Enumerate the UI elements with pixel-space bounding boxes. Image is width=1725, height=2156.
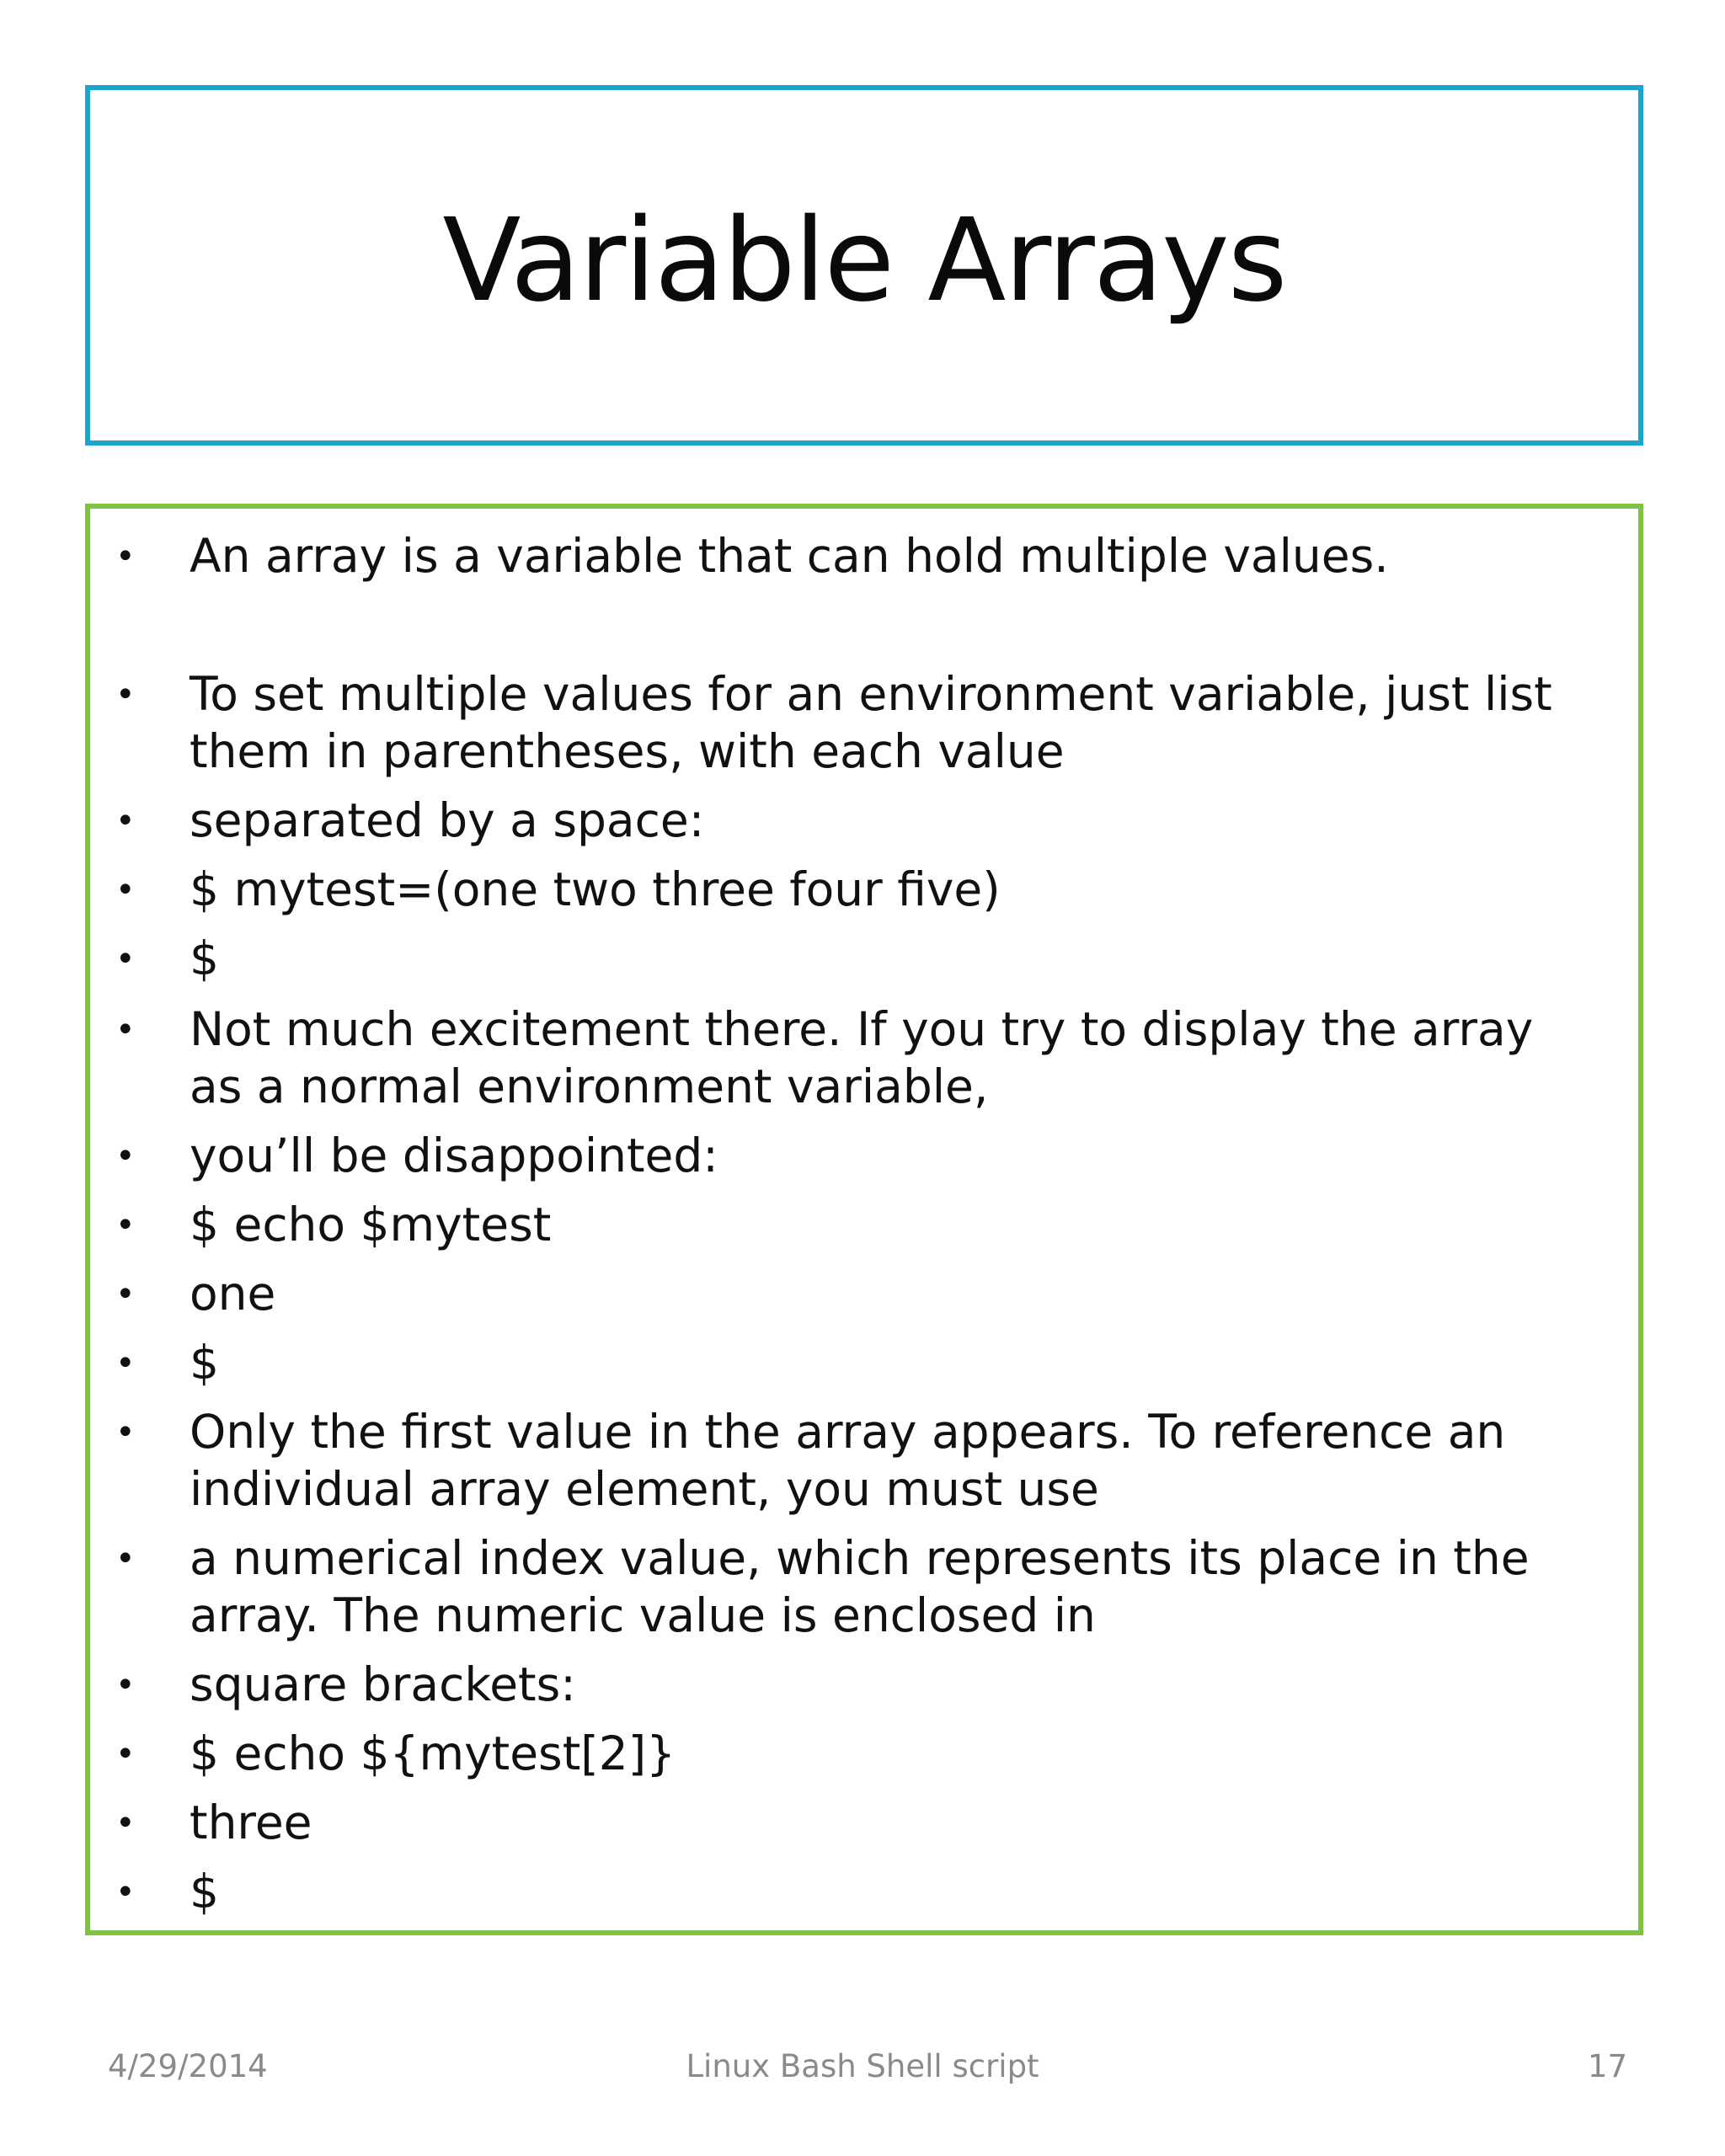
bullet-text: $ mytest=(one two three four five) (190, 862, 1001, 916)
bullet-icon: • (115, 1804, 136, 1843)
bullet-text: one (190, 1267, 276, 1321)
footer-date: 4/29/2014 (108, 2048, 268, 2084)
bullet-text: you’ll be disappointed: (190, 1129, 718, 1182)
bullet-text: Only the first value in the array appears. To reference an individual array element, you must use (190, 1405, 1506, 1516)
bullet-icon: • (115, 675, 136, 714)
bullet-text: square brackets: (190, 1657, 576, 1711)
bullet-icon: • (115, 1344, 136, 1383)
bullet-icon: • (115, 802, 136, 841)
bullet-text: $ (190, 1336, 219, 1390)
slide-title: Variable Arrays (442, 195, 1286, 328)
bullet-icon: • (115, 1206, 136, 1245)
bullet-text: $ (190, 1865, 219, 1919)
content-box (85, 504, 1643, 1935)
bullet-text: $ echo ${mytest[2]} (190, 1726, 676, 1780)
bullet-icon: • (115, 1735, 136, 1774)
bullet-icon: • (115, 871, 136, 910)
bullet-text: An array is a variable that can hold multiple values. (190, 529, 1389, 583)
bullet-icon: • (115, 1540, 136, 1578)
bullet-icon: • (115, 1137, 136, 1176)
bullet-icon: • (115, 940, 136, 979)
bullet-icon: • (115, 1413, 136, 1452)
bullet-icon: • (115, 1011, 136, 1049)
bullet-icon: • (115, 1275, 136, 1314)
bullet-text: $ (190, 931, 219, 985)
title-box (85, 85, 1643, 446)
bullet-icon: • (115, 1666, 136, 1705)
bullet-text: three (190, 1796, 312, 1849)
bullet-text: $ echo $mytest (190, 1198, 552, 1251)
page-number: 17 (1587, 2048, 1627, 2084)
bullet-text: Not much excitement there. If you try to display the array as a normal environment variable, (190, 1002, 1534, 1113)
bullet-icon: • (115, 537, 136, 576)
bullet-text: a numerical index value, which represents its place in the array. The numeric value is enclosed in (190, 1531, 1530, 1642)
bullet-icon: • (115, 1873, 136, 1912)
footer-title: Linux Bash Shell script (686, 2048, 1039, 2084)
bullet-text: To set multiple values for an environment variable, just list them in parentheses, with each value (190, 667, 1552, 778)
bullet-text: separated by a space: (190, 793, 705, 847)
